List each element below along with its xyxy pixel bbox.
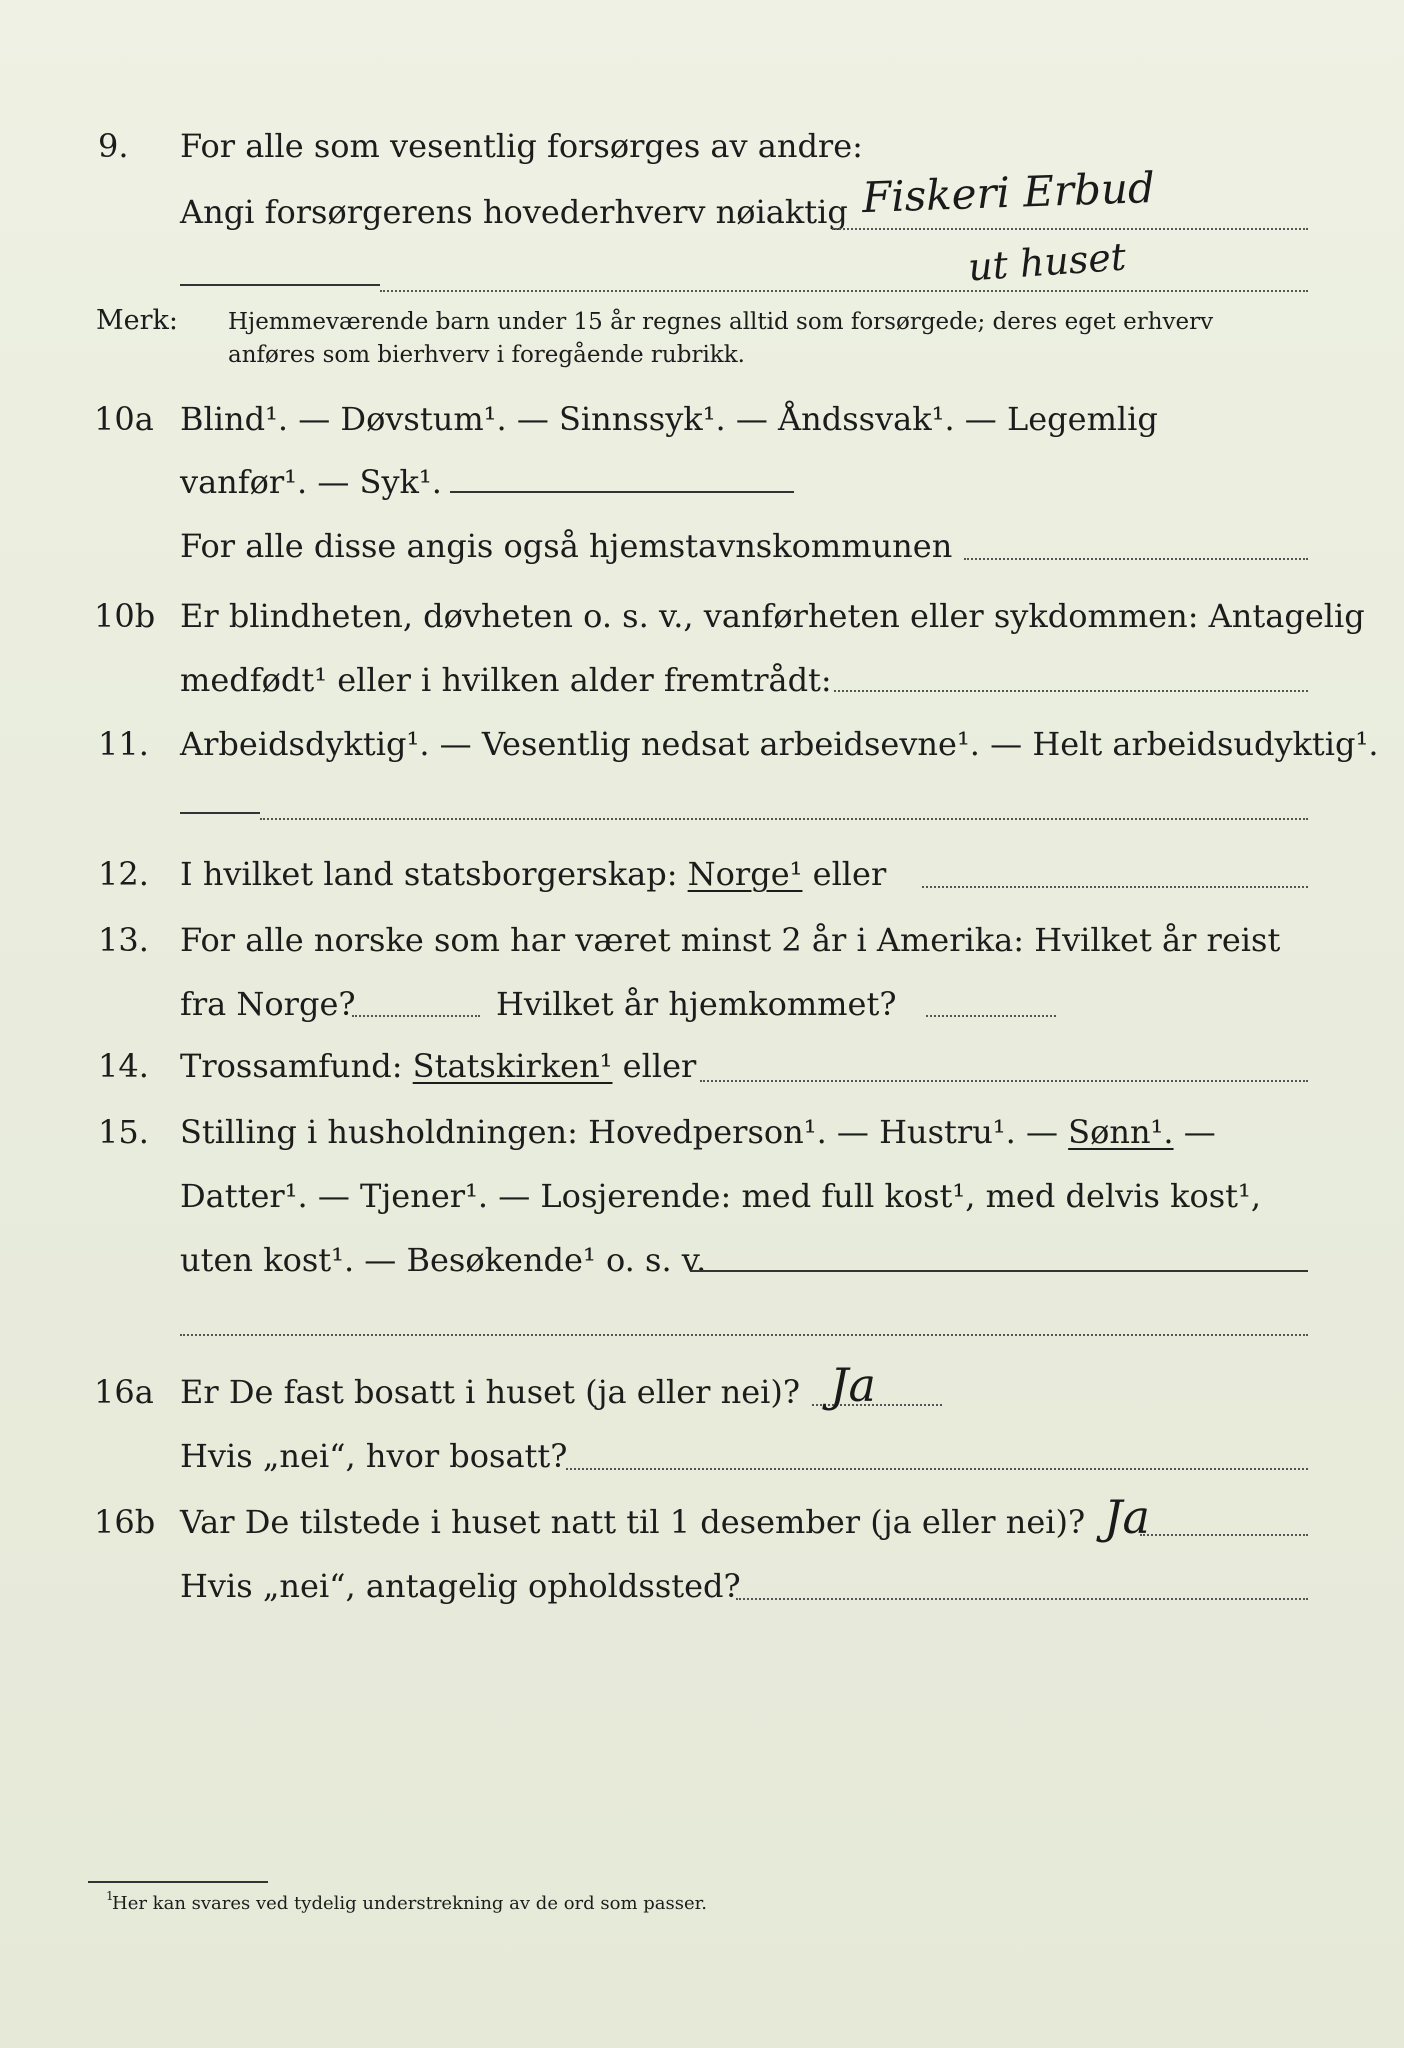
q10a-answer-line-1 <box>450 491 794 493</box>
q16a-handwritten-answer: Ja <box>830 1358 876 1412</box>
q15-suffix: — <box>1183 1113 1216 1151</box>
q15-underlined-answer: Sønn¹. <box>1068 1113 1174 1151</box>
q14-question: Trossamfund: <box>180 1047 403 1085</box>
footnote-marker: 1 <box>106 1889 114 1903</box>
q14-answer-line <box>700 1080 1308 1082</box>
q15-answer-line-1 <box>690 1270 1308 1272</box>
merk-text-1: Hjemmeværende barn under 15 år regnes alltid som forsørgede; deres eget erhverv <box>228 309 1214 335</box>
q16b-answer-line-2 <box>736 1598 1308 1600</box>
q9-answer-line-1 <box>832 228 1308 230</box>
q11-question: Arbeidsdyktig¹. — Vesentlig nedsat arbeidsevne¹. — Helt arbeidsudyktig¹. <box>180 725 1379 763</box>
footnote <box>106 1889 707 1914</box>
footnote-rule <box>88 1881 268 1883</box>
q16b-question-line2: Hvis „nei“, antagelig opholdssted? <box>180 1567 741 1605</box>
q16a-answer-line-2 <box>566 1468 1308 1470</box>
q10a-number: 10a <box>94 400 154 438</box>
q12-suffix: eller <box>812 855 887 893</box>
footnote-text: Her kan svares ved tydelig understrekning av de ord som passer. <box>112 1893 707 1914</box>
q12-question: I hvilket land statsborgerskap: <box>180 855 678 893</box>
q11-blank-line-solid <box>180 812 260 814</box>
q10b-question-line2: medfødt¹ eller i hvilken alder fremtrådt: <box>180 661 832 699</box>
q15-answer-line-2 <box>180 1334 1308 1336</box>
q16a-question-line2: Hvis „nei“, hvor bosatt? <box>180 1437 568 1475</box>
q16b-number: 16b <box>94 1503 156 1541</box>
q10a-question-line3: For alle disse angis også hjemstavnskommunen <box>180 527 953 565</box>
q9-handwritten-answer-1: Fiskeri Erbud <box>861 162 1156 223</box>
q14-underlined-answer: Statskirken¹ <box>412 1047 613 1085</box>
q10b-answer-line <box>834 690 1308 692</box>
q9-handwritten-answer-2: ut huset <box>966 234 1128 290</box>
q15-question: Stilling i husholdningen: Hovedperson¹. — Hustru¹. — <box>180 1113 1058 1151</box>
q12-number: 12. <box>98 855 149 893</box>
q9-number: 9. <box>98 127 129 165</box>
q13-answer-line-1 <box>352 1015 480 1017</box>
q15-question-line3: uten kost¹. — Besøkende¹ o. s. v. <box>180 1241 707 1279</box>
q15-question-line2: Datter¹. — Tjener¹. — Losjerende: med full kost¹, med delvis kost¹, <box>180 1177 1262 1215</box>
q10a-answer-line-2 <box>964 558 1308 560</box>
q10a-question-line2: vanfør¹. — Syk¹. <box>180 463 442 501</box>
q13-question-line2b: Hvilket år hjemkommet? <box>496 985 897 1023</box>
q16b-handwritten-answer: Ja <box>1104 1490 1150 1544</box>
q13-question: For alle norske som har været minst 2 år i Amerika: Hvilket år reist <box>180 921 1281 959</box>
q13-question-line2a: fra Norge? <box>180 985 356 1023</box>
q12-underlined-answer: Norge¹ <box>687 855 803 893</box>
q16b-answer-line-1 <box>1140 1534 1308 1536</box>
q9-answer-line-2 <box>380 290 1308 292</box>
q9-question: For alle som vesentlig forsørges av andre: <box>180 127 863 165</box>
q10a-question: Blind¹. — Døvstum¹. — Sinnssyk¹. — Åndssvak¹. — Legemlig <box>180 400 1158 438</box>
merk-label: Merk: <box>96 305 178 336</box>
q14-suffix: eller <box>622 1047 697 1085</box>
q13-answer-line-2 <box>926 1015 1056 1017</box>
q13-number: 13. <box>98 921 149 959</box>
q9-blank-line-solid <box>180 284 380 286</box>
q12-answer-line <box>922 886 1308 888</box>
merk-text-2: anføres som bierhverv i foregående rubrikk. <box>228 342 745 368</box>
q16a-question: Er De fast bosatt i huset (ja eller nei)? <box>180 1373 801 1411</box>
q14-number: 14. <box>98 1047 149 1085</box>
q16a-number: 16a <box>94 1373 154 1411</box>
q10b-question: Er blindheten, døvheten o. s. v., vanførheten eller sykdommen: Antagelig <box>180 597 1365 635</box>
q10b-number: 10b <box>94 597 156 635</box>
q11-number: 11. <box>98 725 149 763</box>
q9-question-line2: Angi forsørgerens hovederhverv nøiaktig <box>180 193 848 231</box>
q16b-question: Var De tilstede i huset natt til 1 desember (ja eller nei)? <box>180 1503 1086 1541</box>
q11-answer-line <box>260 818 1308 820</box>
q15-number: 15. <box>98 1113 149 1151</box>
